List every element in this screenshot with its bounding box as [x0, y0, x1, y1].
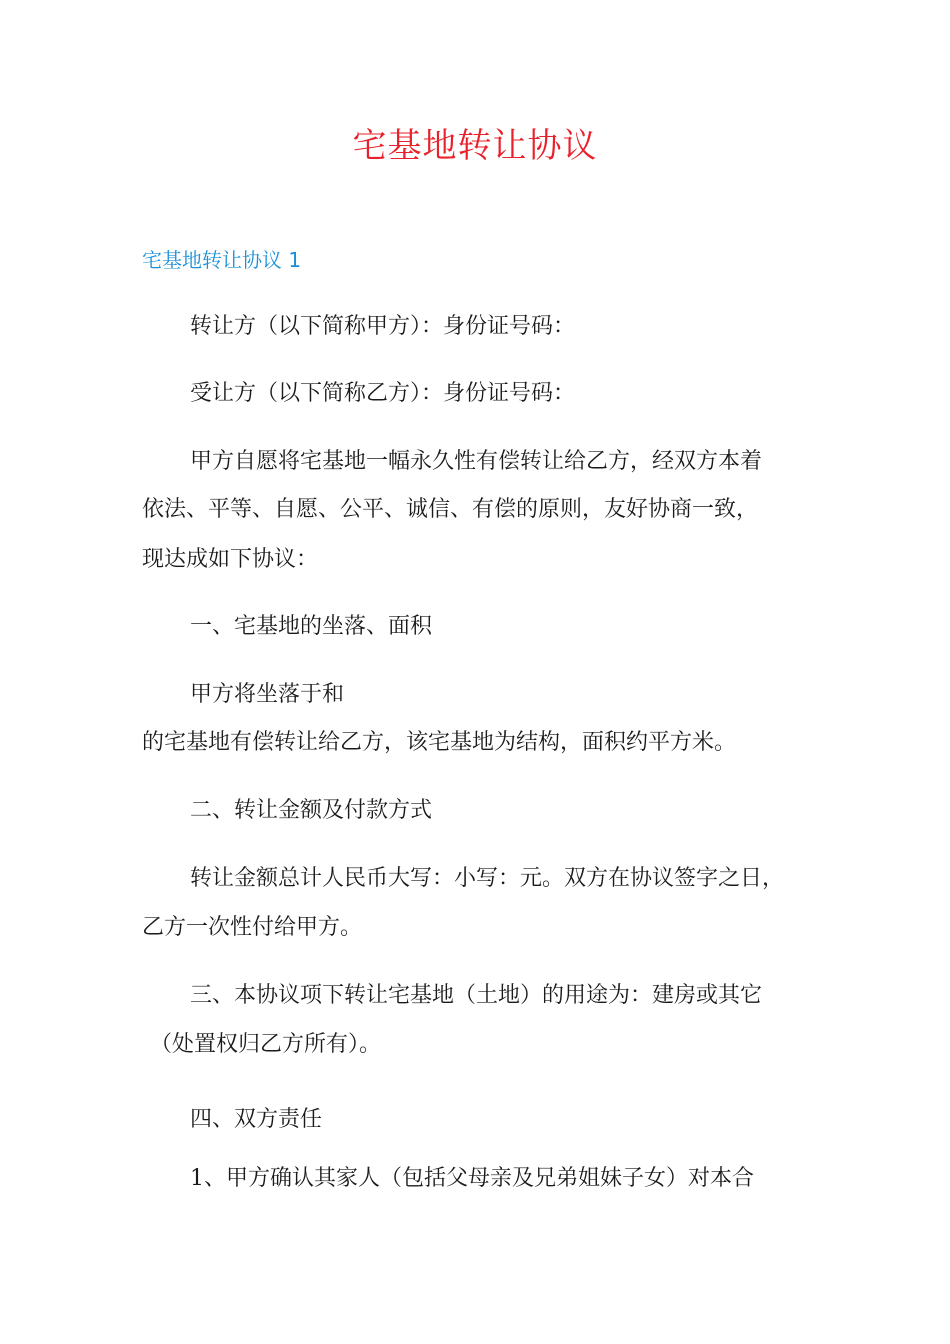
transferee-line: 受让方（以下简称乙方）：身份证号码：: [190, 381, 576, 406]
clause-heading: 四、双方责任: [190, 1107, 323, 1132]
clause-heading: 三、本协议项下转让宅基地（土地）的用途为：建房或其它: [190, 983, 763, 1008]
paragraph-line: 乙方一次性付给甲方。: [142, 915, 363, 940]
clause-heading: 二、转让金额及付款方式: [190, 798, 433, 823]
paragraph-line: 的宅基地有偿转让给乙方，该宅基地为结构，面积约平方米。: [142, 730, 737, 755]
paragraph-line: 1、甲方确认其家人（包括父母亲及兄弟姐妹子女）对本合: [190, 1166, 754, 1191]
document-title: 宅基地转让协议: [352, 126, 598, 166]
clause-heading: 一、宅基地的坐落、面积: [190, 614, 433, 639]
paragraph-line: 转让金额总计人民币大写：小写：元。双方在协议签字之日，: [190, 866, 785, 891]
paragraph-line: （处置权归乙方所有）。: [150, 1032, 382, 1057]
paragraph-line: 现达成如下协议：: [142, 547, 319, 572]
paragraph-line: 依法、平等、自愿、公平、诚信、有偿的原则，友好协商一致，: [142, 497, 759, 522]
transferor-line: 转让方（以下简称甲方）：身份证号码：: [190, 314, 576, 339]
paragraph-line: 甲方自愿将宅基地一幅永久性有偿转让给乙方，经双方本着: [190, 449, 763, 474]
section-title: 宅基地转让协议 1: [142, 248, 302, 272]
paragraph-line: 甲方将坐落于和: [190, 682, 345, 707]
